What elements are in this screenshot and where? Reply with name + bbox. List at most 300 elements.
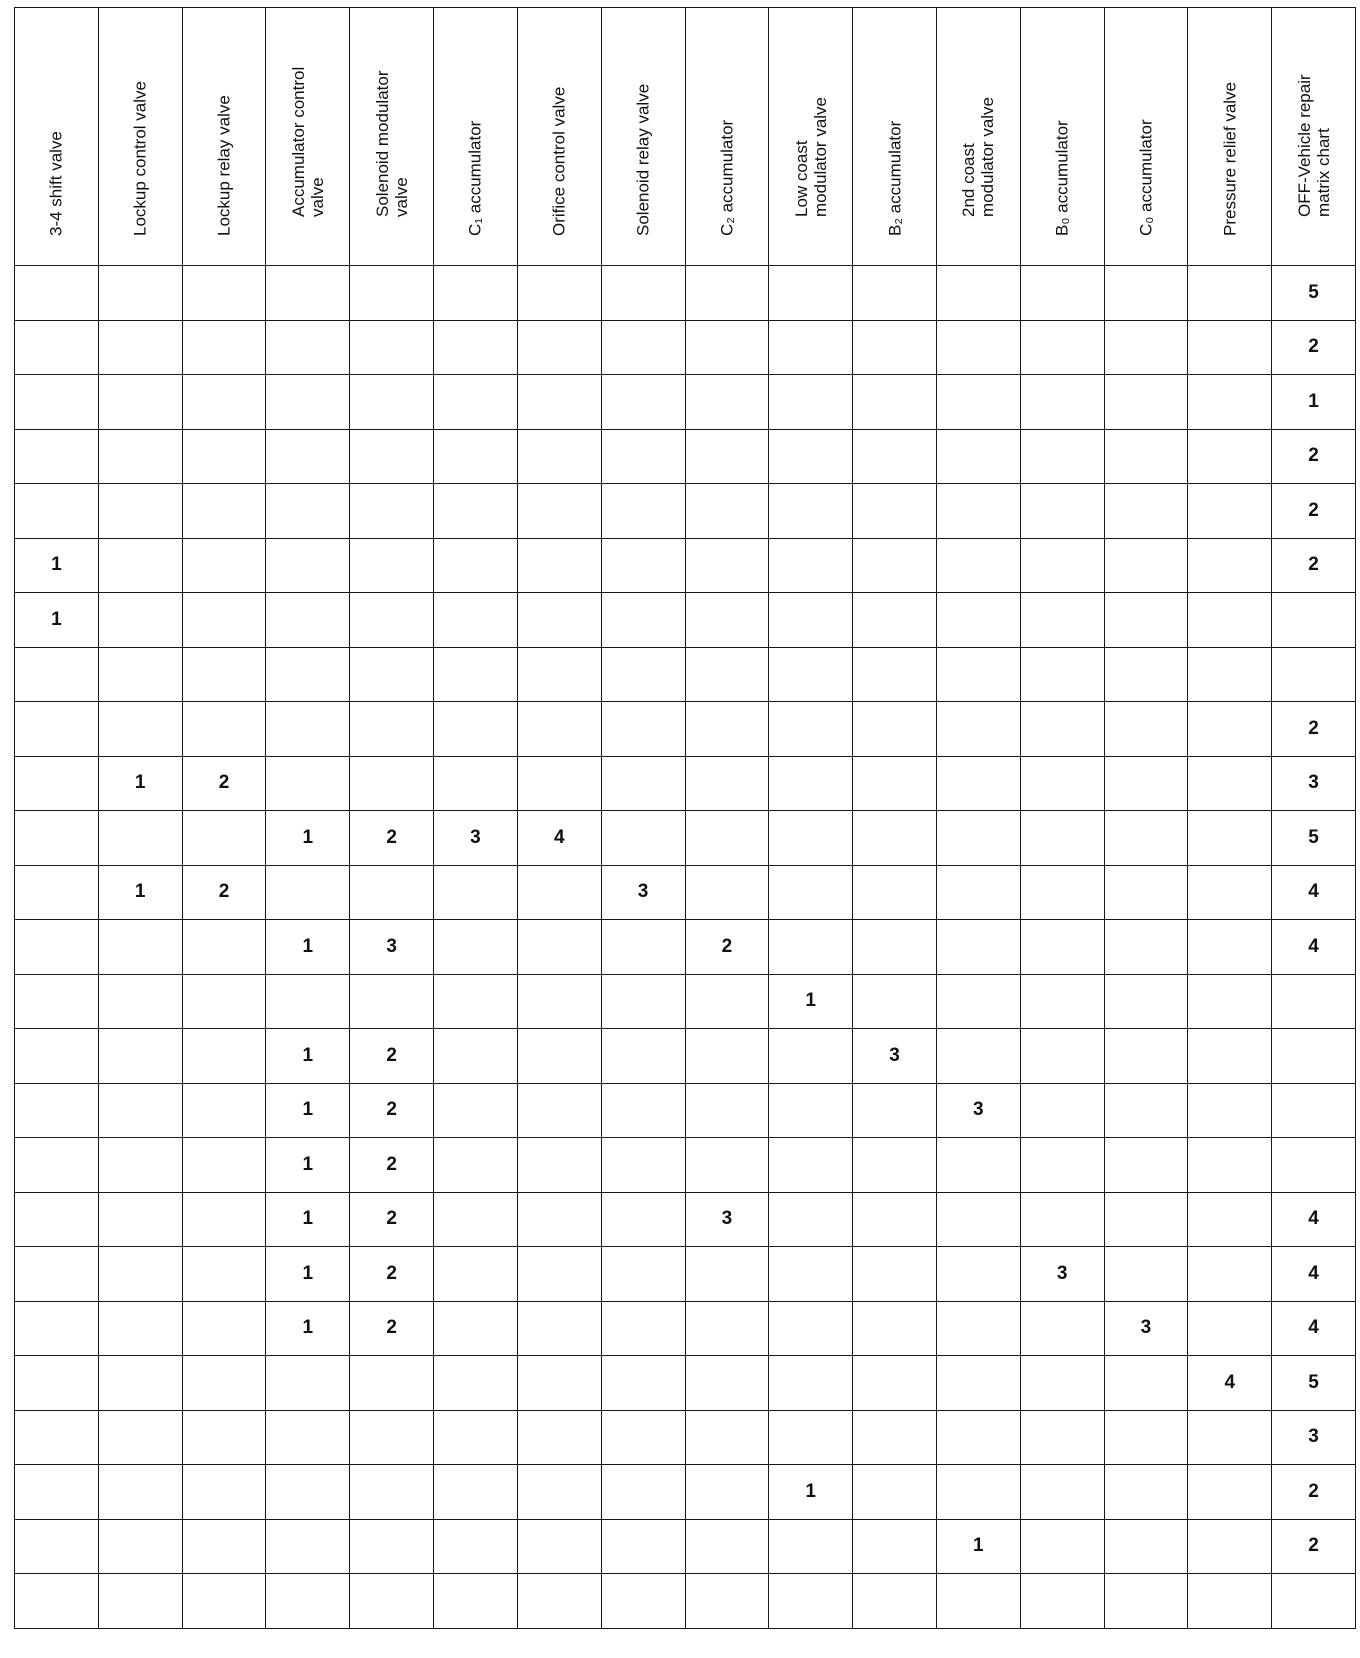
column-header-line: B₀ accumulator (1052, 120, 1072, 236)
matrix-cell (98, 538, 182, 593)
column-header (434, 8, 518, 266)
matrix-cell: 2 (685, 920, 769, 975)
matrix-cell (98, 1574, 182, 1629)
matrix-cell: 2 (350, 811, 434, 866)
matrix-cell (517, 756, 601, 811)
matrix-cell (1020, 429, 1104, 484)
column-header (350, 8, 434, 266)
matrix-cell (936, 1029, 1020, 1084)
matrix-cell (266, 429, 350, 484)
matrix-cell: 1 (266, 1247, 350, 1302)
column-header-label (373, 71, 411, 217)
table-row (15, 811, 1356, 866)
matrix-cell (434, 1519, 518, 1574)
matrix-cell (517, 865, 601, 920)
matrix-cell (1020, 1138, 1104, 1193)
column-header-line: C₁ accumulator (465, 120, 485, 236)
table-row (15, 920, 1356, 975)
matrix-cell (769, 811, 853, 866)
matrix-cell (1104, 1192, 1188, 1247)
matrix-cell (1020, 974, 1104, 1029)
repair-matrix-table (14, 7, 1356, 1629)
matrix-cell (601, 266, 685, 321)
matrix-cell: 3 (434, 811, 518, 866)
matrix-cell (685, 974, 769, 1029)
matrix-cell (1188, 920, 1272, 975)
matrix-cell (182, 702, 266, 757)
matrix-cell (769, 1029, 853, 1084)
matrix-cell (350, 1574, 434, 1629)
matrix-cell: 3 (350, 920, 434, 975)
matrix-cell (1104, 375, 1188, 430)
matrix-cell (98, 1356, 182, 1411)
matrix-cell (769, 320, 853, 375)
matrix-cell (350, 647, 434, 702)
matrix-cell (98, 1465, 182, 1520)
matrix-cell (517, 1247, 601, 1302)
matrix-cell (350, 865, 434, 920)
column-header-line: B₂ accumulator (885, 120, 905, 236)
column-header-line: Orifice control valve (549, 86, 569, 236)
matrix-cell (1188, 1029, 1272, 1084)
matrix-cell (434, 1138, 518, 1193)
column-header-line: modulator valve (810, 96, 830, 217)
matrix-cell (853, 538, 937, 593)
matrix-cell (685, 1138, 769, 1193)
column-header-line: Lockup relay valve (214, 95, 234, 236)
matrix-cell (350, 375, 434, 430)
matrix-cell (936, 484, 1020, 539)
repair-chart-cell: 3 (1272, 756, 1356, 811)
matrix-cell (1104, 974, 1188, 1029)
matrix-cell (601, 484, 685, 539)
matrix-cell (685, 1410, 769, 1465)
matrix-cell: 1 (266, 920, 350, 975)
matrix-cell (853, 593, 937, 648)
column-header (15, 8, 99, 266)
matrix-cell (853, 484, 937, 539)
matrix-cell: 1 (266, 1192, 350, 1247)
matrix-cell: 1 (936, 1519, 1020, 1574)
matrix-cell (98, 920, 182, 975)
repair-chart-cell: 2 (1272, 1519, 1356, 1574)
matrix-cell (853, 974, 937, 1029)
matrix-cell (1188, 1519, 1272, 1574)
repair-chart-cell: 2 (1272, 702, 1356, 757)
matrix-cell (853, 320, 937, 375)
matrix-cell (266, 375, 350, 430)
matrix-cell: 2 (350, 1192, 434, 1247)
matrix-cell (685, 266, 769, 321)
matrix-cell (517, 320, 601, 375)
matrix-cell (685, 375, 769, 430)
matrix-cell (601, 756, 685, 811)
column-header-line: 2nd coast (959, 143, 979, 217)
column-header-line: Lockup control valve (130, 81, 150, 236)
matrix-cell (1020, 538, 1104, 593)
matrix-cell (853, 865, 937, 920)
matrix-cell (15, 1083, 99, 1138)
matrix-cell (98, 1519, 182, 1574)
matrix-cell (350, 756, 434, 811)
matrix-cell (1104, 811, 1188, 866)
matrix-cell (685, 1356, 769, 1411)
matrix-cell: 3 (1020, 1247, 1104, 1302)
matrix-cell (517, 974, 601, 1029)
matrix-cell (1104, 865, 1188, 920)
matrix-cell (936, 974, 1020, 1029)
matrix-cell (15, 320, 99, 375)
matrix-cell (685, 593, 769, 648)
matrix-cell (1020, 1029, 1104, 1084)
matrix-cell (1104, 756, 1188, 811)
header-row (15, 8, 1356, 266)
matrix-cell: 1 (15, 593, 99, 648)
matrix-cell (1104, 429, 1188, 484)
matrix-cell (266, 538, 350, 593)
matrix-cell (1188, 865, 1272, 920)
matrix-cell (685, 1083, 769, 1138)
matrix-cell (1020, 1301, 1104, 1356)
table-row (15, 1410, 1356, 1465)
matrix-cell (517, 1465, 601, 1520)
matrix-cell (1104, 484, 1188, 539)
matrix-cell (1104, 1410, 1188, 1465)
matrix-cell (434, 1465, 518, 1520)
matrix-cell (434, 1410, 518, 1465)
column-header (769, 8, 853, 266)
matrix-cell (685, 1301, 769, 1356)
matrix-cell (1020, 1465, 1104, 1520)
matrix-cell (517, 1410, 601, 1465)
matrix-cell (517, 1192, 601, 1247)
matrix-cell: 1 (769, 1465, 853, 1520)
matrix-cell (15, 1519, 99, 1574)
matrix-cell (517, 593, 601, 648)
repair-chart-cell: 4 (1272, 1301, 1356, 1356)
column-header-line: Low coast (791, 140, 811, 217)
matrix-cell (517, 538, 601, 593)
column-header-label (131, 81, 150, 236)
matrix-cell: 2 (182, 865, 266, 920)
matrix-cell (266, 1465, 350, 1520)
matrix-cell (853, 1301, 937, 1356)
matrix-cell (601, 702, 685, 757)
matrix-cell (182, 1410, 266, 1465)
column-header-label (634, 84, 653, 236)
matrix-cell (601, 1356, 685, 1411)
matrix-cell (853, 1192, 937, 1247)
matrix-cell (15, 702, 99, 757)
matrix-cell (853, 1519, 937, 1574)
matrix-cell (517, 647, 601, 702)
matrix-cell (1020, 1519, 1104, 1574)
matrix-cell: 3 (853, 1029, 937, 1084)
matrix-cell (1104, 647, 1188, 702)
matrix-cell (769, 429, 853, 484)
matrix-cell (350, 1356, 434, 1411)
matrix-cell (769, 756, 853, 811)
matrix-body (15, 266, 1356, 1629)
matrix-cell (266, 266, 350, 321)
table-row (15, 538, 1356, 593)
matrix-cell (769, 375, 853, 430)
matrix-cell (266, 974, 350, 1029)
matrix-cell (98, 375, 182, 430)
repair-chart-cell: 2 (1272, 429, 1356, 484)
matrix-cell (1104, 266, 1188, 321)
repair-chart-cell (1272, 593, 1356, 648)
matrix-cell (1020, 756, 1104, 811)
matrix-cell (1188, 811, 1272, 866)
column-header-label (1220, 82, 1239, 236)
matrix-cell (685, 1029, 769, 1084)
matrix-cell (853, 1138, 937, 1193)
matrix-cell (434, 1192, 518, 1247)
matrix-cell: 1 (769, 974, 853, 1029)
matrix-cell (769, 702, 853, 757)
matrix-cell (601, 1138, 685, 1193)
matrix-cell (98, 1247, 182, 1302)
matrix-cell (1104, 1029, 1188, 1084)
column-header-line: valve (307, 177, 327, 217)
matrix-cell (685, 756, 769, 811)
matrix-cell (266, 1410, 350, 1465)
matrix-cell (1188, 756, 1272, 811)
matrix-cell (1188, 1083, 1272, 1138)
column-header-label (466, 121, 485, 236)
matrix-cell (853, 756, 937, 811)
matrix-cell (434, 920, 518, 975)
matrix-cell (1020, 375, 1104, 430)
matrix-cell (1020, 1192, 1104, 1247)
column-header-label (885, 121, 904, 236)
matrix-cell (182, 1301, 266, 1356)
matrix-cell (1188, 320, 1272, 375)
matrix-cell (1020, 320, 1104, 375)
repair-chart-cell: 2 (1272, 1465, 1356, 1520)
repair-chart-cell: 5 (1272, 1356, 1356, 1411)
table-row (15, 484, 1356, 539)
matrix-cell (182, 974, 266, 1029)
repair-chart-cell: 3 (1272, 1410, 1356, 1465)
matrix-cell (15, 1138, 99, 1193)
column-header (1104, 8, 1188, 266)
matrix-cell (350, 320, 434, 375)
column-header-line: Pressure relief valve (1220, 81, 1240, 236)
table-row (15, 593, 1356, 648)
matrix-cell (266, 647, 350, 702)
column-header-line: C₂ accumulator (717, 119, 737, 236)
matrix-cell (1020, 865, 1104, 920)
column-header-label (215, 95, 234, 236)
matrix-cell (350, 266, 434, 321)
column-header-line: 3-4 shift valve (46, 131, 66, 236)
matrix-cell (769, 1083, 853, 1138)
matrix-cell: 2 (350, 1138, 434, 1193)
matrix-cell (601, 538, 685, 593)
matrix-cell (1188, 266, 1272, 321)
matrix-cell (517, 1519, 601, 1574)
matrix-cell (601, 1029, 685, 1084)
table-row (15, 1138, 1356, 1193)
matrix-cell (98, 593, 182, 648)
matrix-cell (936, 429, 1020, 484)
matrix-cell (517, 920, 601, 975)
table-row (15, 266, 1356, 321)
matrix-cell (936, 538, 1020, 593)
matrix-cell (685, 647, 769, 702)
matrix-cell (1104, 1247, 1188, 1302)
matrix-cell (98, 1301, 182, 1356)
matrix-cell (350, 1410, 434, 1465)
matrix-cell (601, 1083, 685, 1138)
matrix-cell (1020, 702, 1104, 757)
matrix-cell (601, 1519, 685, 1574)
matrix-cell (936, 320, 1020, 375)
column-header-line: valve (391, 177, 411, 217)
column-header (182, 8, 266, 266)
matrix-cell (98, 702, 182, 757)
table-row (15, 429, 1356, 484)
matrix-cell: 1 (266, 1138, 350, 1193)
matrix-cell: 1 (266, 1029, 350, 1084)
table-row (15, 974, 1356, 1029)
matrix-cell (182, 1247, 266, 1302)
matrix-cell (1104, 1083, 1188, 1138)
matrix-cell: 2 (350, 1029, 434, 1084)
matrix-cell: 3 (1104, 1301, 1188, 1356)
matrix-cell (98, 811, 182, 866)
matrix-cell (853, 1083, 937, 1138)
column-header-label (289, 67, 327, 217)
matrix-header (15, 8, 1356, 266)
matrix-cell (182, 266, 266, 321)
table-row (15, 702, 1356, 757)
table-row (15, 1574, 1356, 1629)
matrix-cell (434, 320, 518, 375)
matrix-cell (434, 756, 518, 811)
matrix-cell (853, 266, 937, 321)
repair-chart-cell: 1 (1272, 375, 1356, 430)
matrix-cell (15, 865, 99, 920)
matrix-cell (182, 920, 266, 975)
matrix-cell (601, 1574, 685, 1629)
matrix-cell (1104, 1138, 1188, 1193)
matrix-cell (936, 1192, 1020, 1247)
matrix-cell (350, 1465, 434, 1520)
matrix-cell (98, 1410, 182, 1465)
matrix-cell (15, 1465, 99, 1520)
matrix-cell (98, 484, 182, 539)
matrix-cell (769, 1519, 853, 1574)
matrix-cell (434, 1356, 518, 1411)
matrix-cell (601, 1301, 685, 1356)
matrix-cell (15, 429, 99, 484)
matrix-cell (266, 484, 350, 539)
matrix-cell (1188, 1192, 1272, 1247)
matrix-cell (182, 1083, 266, 1138)
repair-chart-cell (1272, 647, 1356, 702)
repair-chart-cell: 4 (1272, 920, 1356, 975)
matrix-cell (1020, 1083, 1104, 1138)
column-header (1188, 8, 1272, 266)
table-row (15, 320, 1356, 375)
matrix-cell (1188, 538, 1272, 593)
matrix-cell (685, 811, 769, 866)
matrix-cell: 2 (350, 1083, 434, 1138)
matrix-cell (769, 1574, 853, 1629)
matrix-cell (434, 375, 518, 430)
matrix-cell (769, 1192, 853, 1247)
matrix-cell (182, 429, 266, 484)
matrix-cell (601, 647, 685, 702)
matrix-cell (769, 1356, 853, 1411)
matrix-cell (936, 375, 1020, 430)
repair-chart-cell (1272, 1574, 1356, 1629)
repair-chart-cell: 5 (1272, 266, 1356, 321)
matrix-cell (434, 1083, 518, 1138)
matrix-cell (1188, 593, 1272, 648)
matrix-cell (1020, 484, 1104, 539)
column-header (98, 8, 182, 266)
table-row (15, 1356, 1356, 1411)
matrix-cell (853, 375, 937, 430)
column-header-line: C₀ accumulator (1136, 119, 1156, 236)
matrix-cell (266, 756, 350, 811)
matrix-cell (769, 647, 853, 702)
matrix-cell (853, 429, 937, 484)
matrix-cell (936, 593, 1020, 648)
matrix-cell (517, 429, 601, 484)
matrix-cell (853, 811, 937, 866)
matrix-cell (350, 702, 434, 757)
table-row (15, 1192, 1356, 1247)
matrix-cell (769, 484, 853, 539)
matrix-cell (182, 811, 266, 866)
matrix-cell (936, 266, 1020, 321)
matrix-cell (1020, 811, 1104, 866)
matrix-cell (936, 1247, 1020, 1302)
matrix-cell: 1 (98, 756, 182, 811)
matrix-cell (517, 484, 601, 539)
matrix-cell (266, 1574, 350, 1629)
matrix-cell (769, 1247, 853, 1302)
table-row (15, 1301, 1356, 1356)
column-header-line: matrix chart (1313, 128, 1333, 217)
column-header-line: OFF-Vehicle repair (1294, 74, 1314, 217)
matrix-cell (434, 266, 518, 321)
matrix-cell (1104, 702, 1188, 757)
matrix-cell (1104, 1356, 1188, 1411)
matrix-cell (182, 1465, 266, 1520)
matrix-cell (853, 920, 937, 975)
matrix-cell (685, 538, 769, 593)
matrix-cell (182, 1138, 266, 1193)
column-header-line: Solenoid modulator (372, 70, 392, 217)
matrix-cell (98, 647, 182, 702)
matrix-cell (769, 538, 853, 593)
matrix-cell (15, 1029, 99, 1084)
matrix-cell (182, 538, 266, 593)
matrix-cell (1104, 1465, 1188, 1520)
matrix-cell (936, 702, 1020, 757)
matrix-cell (15, 811, 99, 866)
matrix-cell (434, 429, 518, 484)
matrix-cell (350, 484, 434, 539)
matrix-cell (182, 1574, 266, 1629)
matrix-cell (266, 702, 350, 757)
